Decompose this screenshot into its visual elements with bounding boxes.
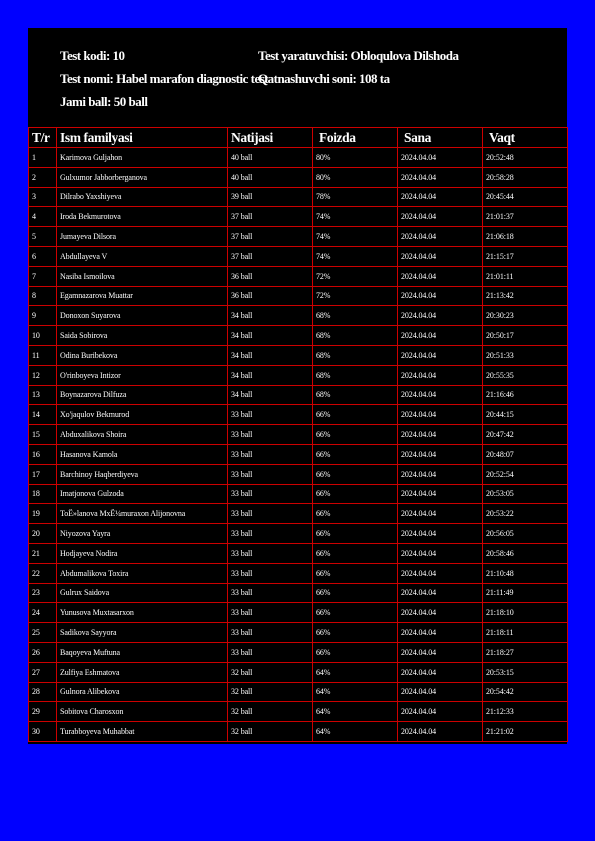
row-number: 26 [29,642,57,662]
result-date: 2024.04.04 [398,365,483,385]
student-name: Hodjayeva Nodira [57,543,228,563]
result-percent: 66% [313,543,398,563]
table-row [29,444,568,464]
student-name: Saida Sobirova [57,326,228,346]
result-date: 2024.04.04 [398,583,483,603]
result-date: 2024.04.04 [398,702,483,722]
result-date: 2024.04.04 [398,405,483,425]
result-score: 33 ball [228,623,313,643]
table-row [29,603,568,623]
student-name: Karimova Guljahon [57,148,228,168]
result-percent: 66% [313,563,398,583]
student-name: Barchinoy Haqberdiyeva [57,464,228,484]
row-number: 19 [29,504,57,524]
student-name: Donoxon Suyarova [57,306,228,326]
student-name: Nasiba Ismoilova [57,266,228,286]
result-percent: 66% [313,583,398,603]
table-row [29,563,568,583]
result-score: 40 ball [228,167,313,187]
row-number: 7 [29,266,57,286]
column-header-time: Vaqt [483,128,568,148]
result-percent: 64% [313,662,398,682]
column-header-result: Natijasi [228,128,313,148]
result-time: 20:30:23 [483,306,568,326]
result-percent: 64% [313,702,398,722]
result-date: 2024.04.04 [398,642,483,662]
result-percent: 72% [313,286,398,306]
result-date: 2024.04.04 [398,306,483,326]
results-document [28,28,567,744]
table-row [29,326,568,346]
student-name: ToЁ»lanova MxЁ¼muraxon Alijonovna [57,504,228,524]
table-row [29,286,568,306]
result-time: 21:15:17 [483,246,568,266]
test-name: Test nomi: Habel marafon diagnostic test [60,71,269,86]
result-score: 33 ball [228,642,313,662]
result-date: 2024.04.04 [398,286,483,306]
result-date: 2024.04.04 [398,623,483,643]
test-code: Test kodi: 10 [60,48,125,63]
result-time: 20:53:05 [483,484,568,504]
table-row [29,662,568,682]
result-percent: 66% [313,484,398,504]
result-percent: 72% [313,266,398,286]
result-percent: 66% [313,603,398,623]
result-percent: 68% [313,365,398,385]
table-row [29,187,568,207]
student-name: Hasanova Kamola [57,444,228,464]
result-time: 21:16:46 [483,385,568,405]
table-row [29,167,568,187]
result-time: 20:55:35 [483,365,568,385]
result-date: 2024.04.04 [398,504,483,524]
row-number: 28 [29,682,57,702]
row-number: 5 [29,227,57,247]
table-row [29,365,568,385]
result-percent: 78% [313,187,398,207]
row-number: 10 [29,326,57,346]
result-time: 20:54:42 [483,682,568,702]
result-percent: 68% [313,306,398,326]
table-row [29,425,568,445]
table-row [29,682,568,702]
result-score: 32 ball [228,662,313,682]
result-time: 20:50:17 [483,326,568,346]
result-percent: 80% [313,148,398,168]
result-score: 33 ball [228,444,313,464]
result-percent: 66% [313,444,398,464]
result-score: 36 ball [228,286,313,306]
student-name: Boynazarova Dilfuza [57,385,228,405]
result-percent: 64% [313,682,398,702]
result-date: 2024.04.04 [398,484,483,504]
result-percent: 66% [313,504,398,524]
result-time: 20:52:48 [483,148,568,168]
result-time: 21:18:11 [483,623,568,643]
results-table-body [29,148,568,742]
result-time: 20:56:05 [483,524,568,544]
row-number: 20 [29,524,57,544]
result-time: 20:51:33 [483,345,568,365]
row-number: 11 [29,345,57,365]
result-score: 34 ball [228,345,313,365]
row-number: 1 [29,148,57,168]
result-percent: 66% [313,464,398,484]
result-percent: 64% [313,722,398,742]
result-percent: 66% [313,425,398,445]
table-row [29,246,568,266]
result-score: 36 ball [228,266,313,286]
result-time: 21:01:11 [483,266,568,286]
result-date: 2024.04.04 [398,543,483,563]
result-score: 32 ball [228,722,313,742]
table-row [29,504,568,524]
result-score: 33 ball [228,563,313,583]
result-score: 33 ball [228,504,313,524]
row-number: 30 [29,722,57,742]
result-time: 21:18:27 [483,642,568,662]
result-time: 21:11:49 [483,583,568,603]
result-time: 20:44:15 [483,405,568,425]
result-time: 20:52:54 [483,464,568,484]
result-date: 2024.04.04 [398,266,483,286]
result-score: 40 ball [228,148,313,168]
test-creator: Test yaratuvchisi: Obloqulova Dilshoda [258,48,459,63]
result-date: 2024.04.04 [398,662,483,682]
row-number: 2 [29,167,57,187]
table-row [29,385,568,405]
result-date: 2024.04.04 [398,444,483,464]
row-number: 24 [29,603,57,623]
student-name: Zulfiya Eshmatova [57,662,228,682]
result-score: 34 ball [228,306,313,326]
result-date: 2024.04.04 [398,227,483,247]
result-percent: 66% [313,623,398,643]
result-time: 20:58:46 [483,543,568,563]
result-score: 37 ball [228,246,313,266]
result-time: 21:06:18 [483,227,568,247]
participant-count: Qatnashuvchi soni: 108 ta [258,71,390,86]
result-score: 37 ball [228,227,313,247]
result-time: 20:53:22 [483,504,568,524]
table-row [29,464,568,484]
result-percent: 80% [313,167,398,187]
result-percent: 66% [313,405,398,425]
row-number: 21 [29,543,57,563]
result-score: 34 ball [228,326,313,346]
result-date: 2024.04.04 [398,563,483,583]
student-name: Yunusova Muxtasarxon [57,603,228,623]
result-date: 2024.04.04 [398,207,483,227]
result-time: 20:53:15 [483,662,568,682]
row-number: 17 [29,464,57,484]
row-number: 12 [29,365,57,385]
result-date: 2024.04.04 [398,345,483,365]
result-date: 2024.04.04 [398,682,483,702]
result-score: 33 ball [228,464,313,484]
column-header-number: T/r [29,128,57,148]
row-number: 6 [29,246,57,266]
student-name: O'rinboyeva Intizor [57,365,228,385]
result-time: 21:13:42 [483,286,568,306]
student-name: Abdumalikova Toxira [57,563,228,583]
row-number: 15 [29,425,57,445]
result-time: 21:12:33 [483,702,568,722]
result-score: 32 ball [228,702,313,722]
result-date: 2024.04.04 [398,524,483,544]
table-row [29,642,568,662]
table-row [29,345,568,365]
student-name: Sobitova Charosxon [57,702,228,722]
result-percent: 66% [313,642,398,662]
student-name: Gulxumor Jabborberganova [57,167,228,187]
student-name: Dilrabo Yaxshiyeva [57,187,228,207]
row-number: 8 [29,286,57,306]
table-row [29,722,568,742]
row-number: 29 [29,702,57,722]
table-row [29,484,568,504]
result-date: 2024.04.04 [398,385,483,405]
table-row [29,148,568,168]
column-header-name: Ism familyasi [57,128,228,148]
result-date: 2024.04.04 [398,148,483,168]
table-row [29,405,568,425]
student-name: Abdullayeva V [57,246,228,266]
student-name: Iroda Bekmurotova [57,207,228,227]
student-name: Jumayeva Dilsora [57,227,228,247]
table-row [29,543,568,563]
table-row [29,623,568,643]
result-date: 2024.04.04 [398,167,483,187]
result-date: 2024.04.04 [398,464,483,484]
result-score: 34 ball [228,385,313,405]
table-header-row [29,128,568,148]
row-number: 14 [29,405,57,425]
result-date: 2024.04.04 [398,246,483,266]
table-row [29,583,568,603]
table-row [29,702,568,722]
row-number: 27 [29,662,57,682]
result-percent: 68% [313,326,398,346]
result-time: 20:45:44 [483,187,568,207]
result-time: 21:01:37 [483,207,568,227]
result-score: 33 ball [228,524,313,544]
result-score: 33 ball [228,603,313,623]
result-date: 2024.04.04 [398,425,483,445]
result-percent: 74% [313,207,398,227]
result-percent: 74% [313,246,398,266]
result-score: 39 ball [228,187,313,207]
result-score: 33 ball [228,405,313,425]
result-time: 20:48:07 [483,444,568,464]
student-name: Odina Buribekova [57,345,228,365]
student-name: Egamnazarova Muattar [57,286,228,306]
result-percent: 66% [313,524,398,544]
column-header-date: Sana [398,128,483,148]
result-score: 32 ball [228,682,313,702]
row-number: 13 [29,385,57,405]
student-name: Imatjonova Gulzoda [57,484,228,504]
result-score: 33 ball [228,583,313,603]
student-name: Niyozova Yayra [57,524,228,544]
result-date: 2024.04.04 [398,603,483,623]
row-number: 4 [29,207,57,227]
row-number: 25 [29,623,57,643]
results-table [28,127,568,742]
row-number: 22 [29,563,57,583]
student-name: Abduxalikova Shoira [57,425,228,445]
result-score: 33 ball [228,425,313,445]
result-score: 37 ball [228,207,313,227]
row-number: 3 [29,187,57,207]
student-name: Sadikova Sayyora [57,623,228,643]
result-percent: 74% [313,227,398,247]
table-row [29,306,568,326]
result-score: 33 ball [228,543,313,563]
column-header-percent: Foizda [313,128,398,148]
student-name: Turabboyeva Muhabbat [57,722,228,742]
result-date: 2024.04.04 [398,326,483,346]
result-percent: 68% [313,345,398,365]
student-name: Baqoyeva Muftuna [57,642,228,662]
result-score: 34 ball [228,365,313,385]
row-number: 9 [29,306,57,326]
table-row [29,227,568,247]
result-time: 21:18:10 [483,603,568,623]
result-time: 20:47:42 [483,425,568,445]
result-score: 33 ball [228,484,313,504]
result-time: 20:58:28 [483,167,568,187]
result-date: 2024.04.04 [398,187,483,207]
student-name: Gulnora Alibekova [57,682,228,702]
row-number: 18 [29,484,57,504]
document-header [28,28,567,127]
result-time: 21:10:48 [483,563,568,583]
total-score: Jami ball: 50 ball [60,94,148,109]
result-date: 2024.04.04 [398,722,483,742]
row-number: 16 [29,444,57,464]
result-time: 21:21:02 [483,722,568,742]
table-row [29,266,568,286]
result-percent: 68% [313,385,398,405]
table-row [29,524,568,544]
row-number: 23 [29,583,57,603]
student-name: Gulrux Saidova [57,583,228,603]
table-row [29,207,568,227]
student-name: Xo'jaqulov Bekmurod [57,405,228,425]
